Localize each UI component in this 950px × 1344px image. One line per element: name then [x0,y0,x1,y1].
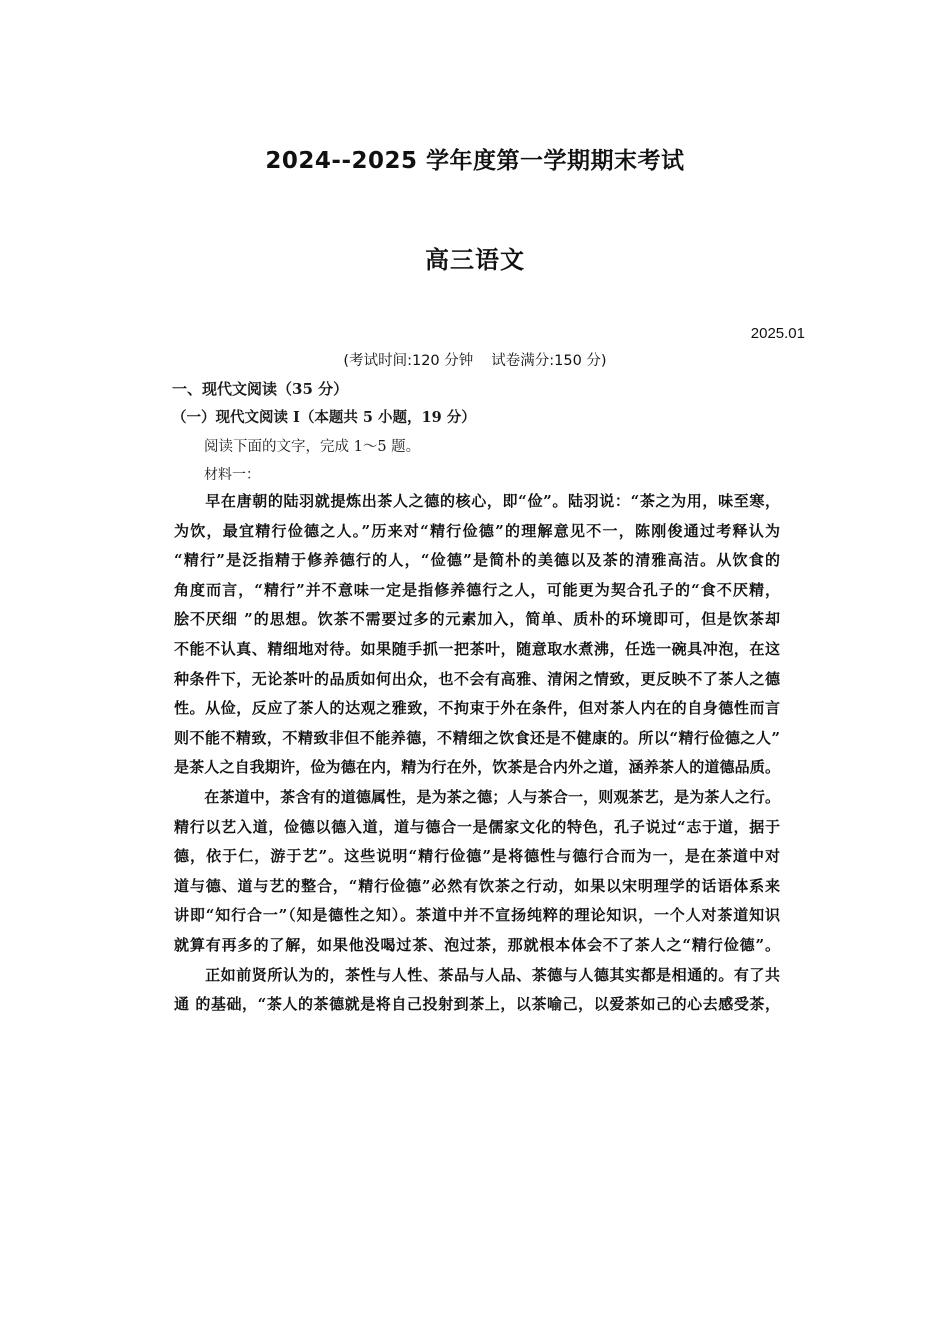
passage-line: 角度而言，“精行”并不意味一定是指修养德行之人，可能更为契合孔子的“食不厌精， [174,580,780,599]
exam-score: 试卷满分:150 分) [491,353,607,369]
exam-time: (考试时间:120 分钟 [343,353,474,369]
passage-line: 则不能不精致，不精致非但不能养德，不精细之饮食还是不健康的。所以“精行俭德之人” [174,728,780,747]
subject-title: 高三语文 [425,246,525,274]
passage-line: 早在唐朝的陆羽就提炼出茶人之德的核心，即“俭”。陆羽说：“茶之为用，味至寒， [174,492,780,510]
passage-line: 为饮，最宜精行俭德之人。”历来对“精行俭德”的理解意见不一，陈刚俊通过考释认为 [174,521,780,540]
section-heading: 一、现代文阅读（35 分） [172,380,349,398]
passage-line: 在茶道中，茶含有的道德属性，是为茶之德；人与茶合一，则观茶艺，是为茶人之行。 [174,787,780,806]
passage-line: 精行以艺入道，俭德以德入道，道与德合一是儒家文化的特色，孔子说过“志于道，据于 [174,817,780,836]
passage-line: 通 的基础，“茶人的茶德就是将自己投射到茶上，以茶喻己，以爱茶如己的心去感受茶， [174,995,780,1014]
passage-line: 道与德、道与艺的整合，“精行俭德”必然有饮茶之行动，如果以宋明理学的话语体系来 [174,876,780,895]
exam-info [0,349,950,370]
passage-line: 脍不厌细 ”的思想。饮茶不需要过多的元素加入，简单、质朴的环境即可，但是饮茶却 [174,610,780,629]
passage-line: “精行”是泛指精于修养德行的人，“俭德”是简朴的美德以及茶的清雅高洁。从饮食的 [174,551,780,570]
passage-line: 就算有再多的了解，如果他没喝过茶、泡过茶，那就根本体会不了茶人之“精行俭德”。 [174,935,780,954]
passage-line: 正如前贤所认为的，茶性与人性、茶品与人品、茶德与人德其实都是相通的。有了共 [174,965,780,984]
passage-line: 不能不认真、精细地对待。如果随手抓一把茶叶，随意取水煮沸，任选一碗具冲泡，在这 [174,639,780,658]
material-label: 材料一： [204,467,260,483]
subsection-heading: （一）现代文阅读 I（本题共 5 小题，19 分） [172,409,476,426]
reading-instruction: 阅读下面的文字，完成 1～5 题。 [204,439,421,455]
passage-line: 是茶人之自我期许，俭为德在内，精为行在外，饮茶是合内外之道，涵养茶人的道德品质。 [174,758,780,777]
passage-line: 德，依于仁，游于艺”。这些说明“精行俭德”是将德性与德行合而为一，是在茶道中对 [174,847,780,866]
passage-line: 讲即“知行合一”（知是德性之知）。茶道中并不宣扬纯粹的理论知识，一个人对茶道知识 [174,906,780,925]
passage-line: 种条件下，无论茶叶的品质如何出众，也不会有高雅、清闲之情致，更反映不了茶人之德 [174,669,780,688]
exam-date: 2025.01 [750,325,805,342]
exam-title: 2024--2025 学年度第一学期期末考试 [265,148,685,174]
passage-text [174,487,780,1020]
passage-line: 性。从俭，反应了茶人的达观之雅致，不拘束于外在条件，但对茶人内在的自身德性而言 [174,699,780,718]
